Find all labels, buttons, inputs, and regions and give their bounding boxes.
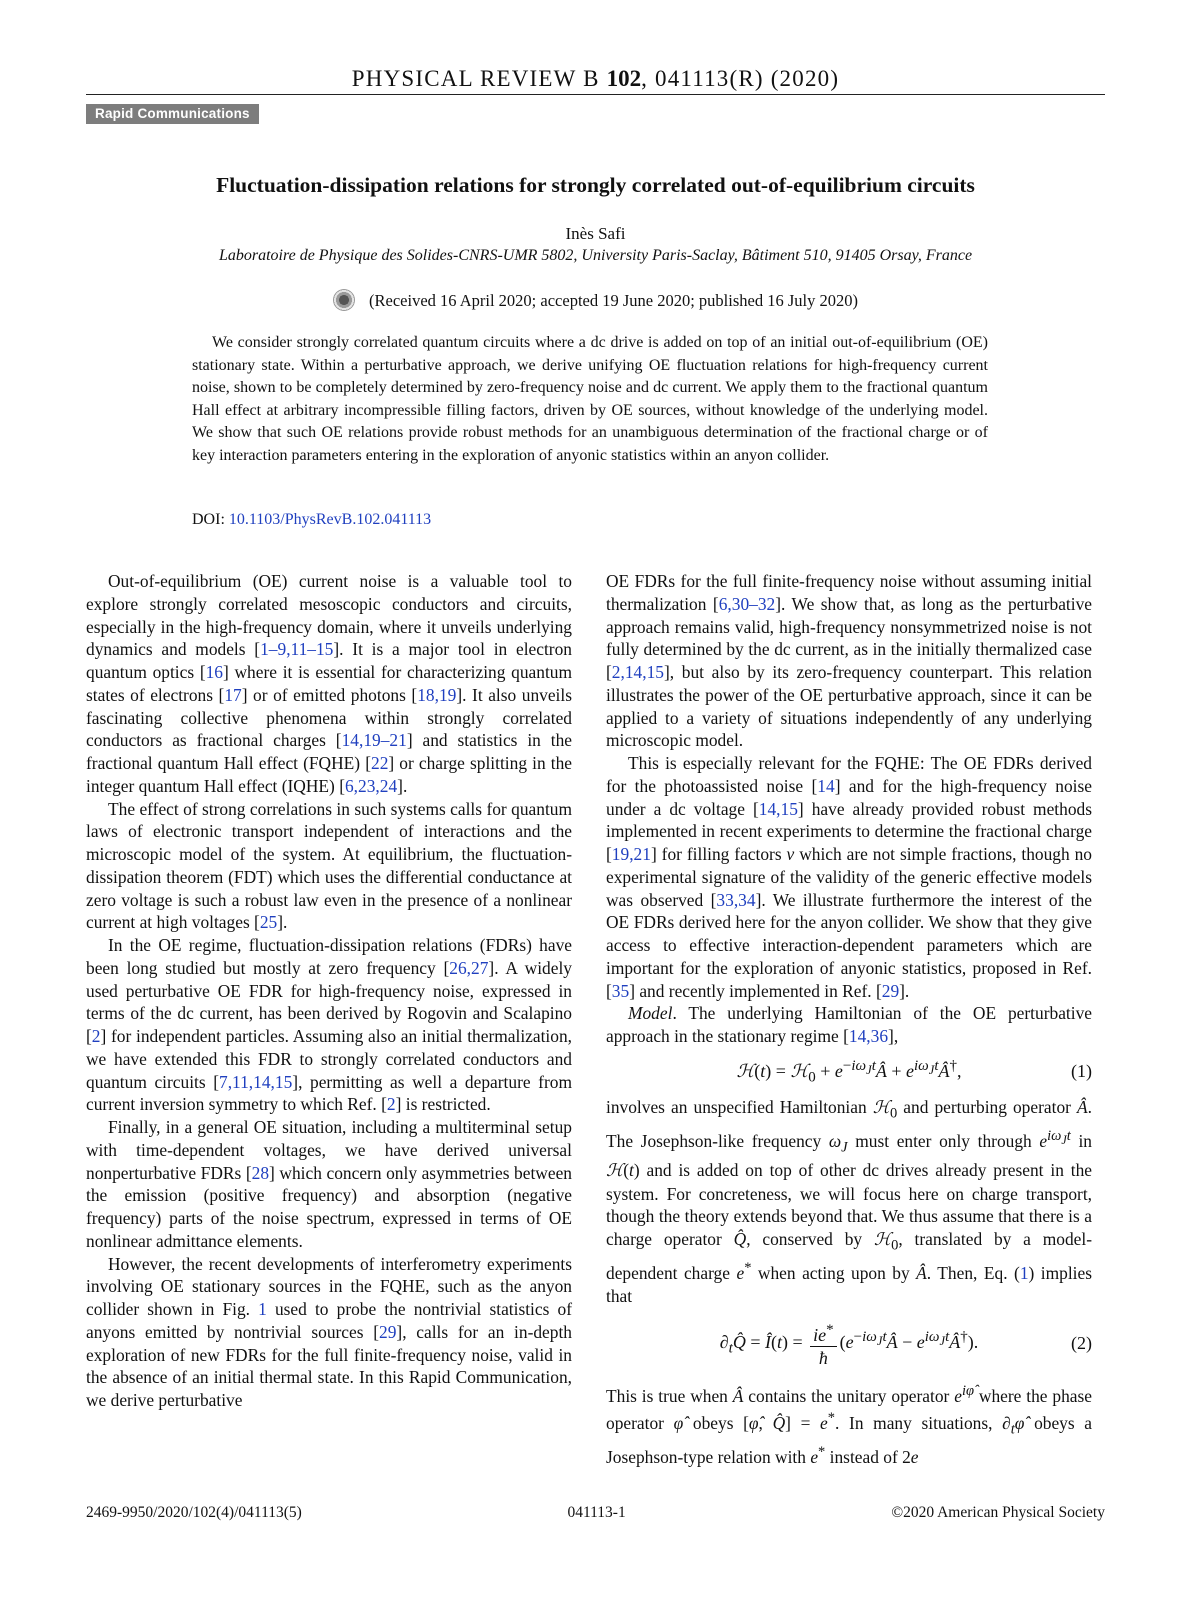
body-paragraph: OE FDRs for the full finite-frequency noise without assuming initial thermalization [6,30–32]. We show that, as long as the perturbative approach remains valid, high-frequency nonsymmetrized noise is not fully determined by the dc current, as in the initially thermalized case [2,14,15], but also by its zero-frequency counterpart. This relation illustrates the power of the OE perturbative approach, since it can be applied to a variety of situations independently of any underlying microscopic model. [606, 571, 1093, 751]
running-head [86, 64, 1105, 95]
article-number: , 041113(R) (2020) [641, 66, 840, 91]
page-footer [86, 1504, 1105, 1522]
footer-issn: 2469-9950/2020/102(4)/041113(5) [86, 1504, 302, 1521]
abstract: We consider strongly correlated quantum circuits where a dc drive is added on top of an initial out-of-equilibrium (OE) stationary state. Within a perturbative approach, we derive unifying OE fluctuation relations for high-frequency current noise, shown to be completely determined by zero-frequency noise and dc current. We apply them to the fractional quantum Hall effect at arbitrary incompressible filling factors, driven by OE sources, without knowledge of the underlying model. We show that such OE relations provide robust methods for an unambiguous determination of the fractional charge or of key interaction parameters entering in the exploration of anyonic statistics within an anyon collider. [192, 334, 988, 464]
body-paragraph: involves an unspecified Hamiltonian ℋ$_0$ and perturbing operator Â. The Josephson-like frequency $\omega_J$ must enter only through $e^{i\omega_Jt}$ in ℋ(t) and is added on top of other dc drives already present in the system. For concreteness, we will focus here on charge transport, though the theory extends beyond that. We thus assume that there is a charge operator Q̂, conserved by ℋ$_0$, translated by a model-dependent charge e* when acting upon by Â. Then, Eq. (1) implies that [606, 1096, 1092, 1306]
body-paragraph: However, the recent developments of interferometry experiments involving OE stationary sources in the FQHE, such as the anyon collider shown in Fig. 1 used to probe the nontrivial statistics of anyons emitted by nontrivial sources [29], calls for an in-depth exploration of new FDRs for the full finite-frequency noise, valid in the absence of an initial thermal state. In this Rapid Communication, we derive perturbative [86, 1253, 572, 1410]
doi-link[interactable]: 10.1103/PhysRevB.102.041113 [228, 511, 432, 528]
journal-volume: 102 [606, 66, 642, 91]
body-paragraph: This is true when Â contains the unitary operator $e^{i\varphî}$ where the phase operator φ̂ obeys [φ̂, Q̂] = e*. In many situations, $\partial_t\varphî$ obeys a Josephson-type relation with e* instead of 2e [606, 1382, 1093, 1468]
footer-page-number: 041113-1 [567, 1504, 626, 1521]
author: Inès Safi [565, 224, 626, 243]
right-column [606, 570, 1092, 1469]
body-paragraph: Finally, in a general OE situation, including a multiterminal setup with time-dependent voltages, we have derived universal nonperturbative FDRs [28] which concern only asymmetries between the emission (positive frequency) and absorption (negative frequency) parts of the noise spectrum, expressed in terms of OE nonlinear admittance elements. [86, 1117, 572, 1251]
paper-title: Fluctuation-dissipation relations for strongly correlated out-of-equilibrium circuits [216, 173, 975, 197]
section-tag: Rapid Communications [86, 104, 259, 124]
crossmark-icon[interactable] [333, 289, 355, 311]
body-paragraph: Out-of-equilibrium (OE) current noise is a valuable tool to explore strongly correlated mesoscopic conductors and circuits, especially in the high-frequency domain, where it unveils underlying dynamics and models [1–9,11–15]. It is a major tool in electron quantum optics [16] where it is essential for characterizing quantum states of electrons [17] or of emitted photons [18,19]. It also unveils fascinating collective phenomena within strongly correlated conductors as fractional charges [14,19–21] and statistics in the fractional quantum Hall effect (FQHE) [22] or charge splitting in the integer quantum Hall effect (IQHE) [6,23,24]. [86, 571, 573, 796]
doi [192, 509, 431, 531]
footer-copyright: ©2020 American Physical Society [891, 1504, 1105, 1521]
equation-2: $\partial_tQ̂$ = Î(t) = $\frac{ie^*}{ħ}$ ($e^{-i\omega_Jt}Â$ − $e^{i\omega_Jt}Â^\dagger$). (2) [606, 1308, 1092, 1380]
equation-1: ℋ(t) = ℋ$_0$ + $e^{-i\omega_Jt}Â$ + $e^{i\omega_Jt}Â^\dagger$, (1) [736, 1057, 1092, 1086]
doi-label: DOI: [192, 511, 229, 528]
body-paragraph: Model. The underlying Hamiltonian of the OE perturbative approach in the stationary regime [14,36], [606, 1003, 1092, 1046]
publication-dates [0, 289, 1191, 312]
body-paragraph: In the OE regime, fluctuation-dissipation relations (FDRs) have been long studied but mostly at zero frequency [26,27]. A widely used perturbative OE FDR for high-frequency noise, expressed in terms of the dc current, has been derived by Rogovin and Scalapino [2] for independent particles. Assuming also an initial thermalization, we have extended this FDR to strongly correlated conductors and quantum circuits [7,11,14,15], permitting as well a departure from current inversion symmetry to which Ref. [2] is restricted. [86, 935, 572, 1115]
body-paragraph: The effect of strong correlations in such systems calls for quantum laws of electronic transport independent of interactions and the microscopic model of the system. At equilibrium, the fluctuation-dissipation theorem (FDT) which uses the differential conductance at zero voltage is such a robust law even in the presence of a nonlinear current at high voltages [25]. [86, 798, 572, 933]
body-paragraph: This is especially relevant for the FQHE: The OE FDRs derived for the photoassisted noise [14] and for the high-frequency noise under a dc voltage [14,15] have already provided robust methods implemented in recent experiments to determine the fractional charge [19,21] for filling factors ν which are not simple fractions, though no experimental signature of the validity of the generic effective models was observed [33,34]. We illustrate furthermore the interest of the OE FDRs derived here for the anyon collider. We show that they give access to effective interaction-dependent parameters which are important for the exploration of anyonic statistics, proposed in Ref. [35] and recently implemented in Ref. [29]. [606, 753, 1092, 1001]
journal-name: PHYSICAL REVIEW B [351, 66, 600, 91]
dates-text: (Received 16 April 2020; accepted 19 June 2020; published 16 July 2020) [369, 291, 858, 310]
left-column [86, 570, 572, 1412]
affiliation: Laboratoire de Physique des Solides-CNRS-UMR 5802, University Paris-Saclay, Bâtiment 510, 91405 Orsay, France [218, 247, 973, 264]
